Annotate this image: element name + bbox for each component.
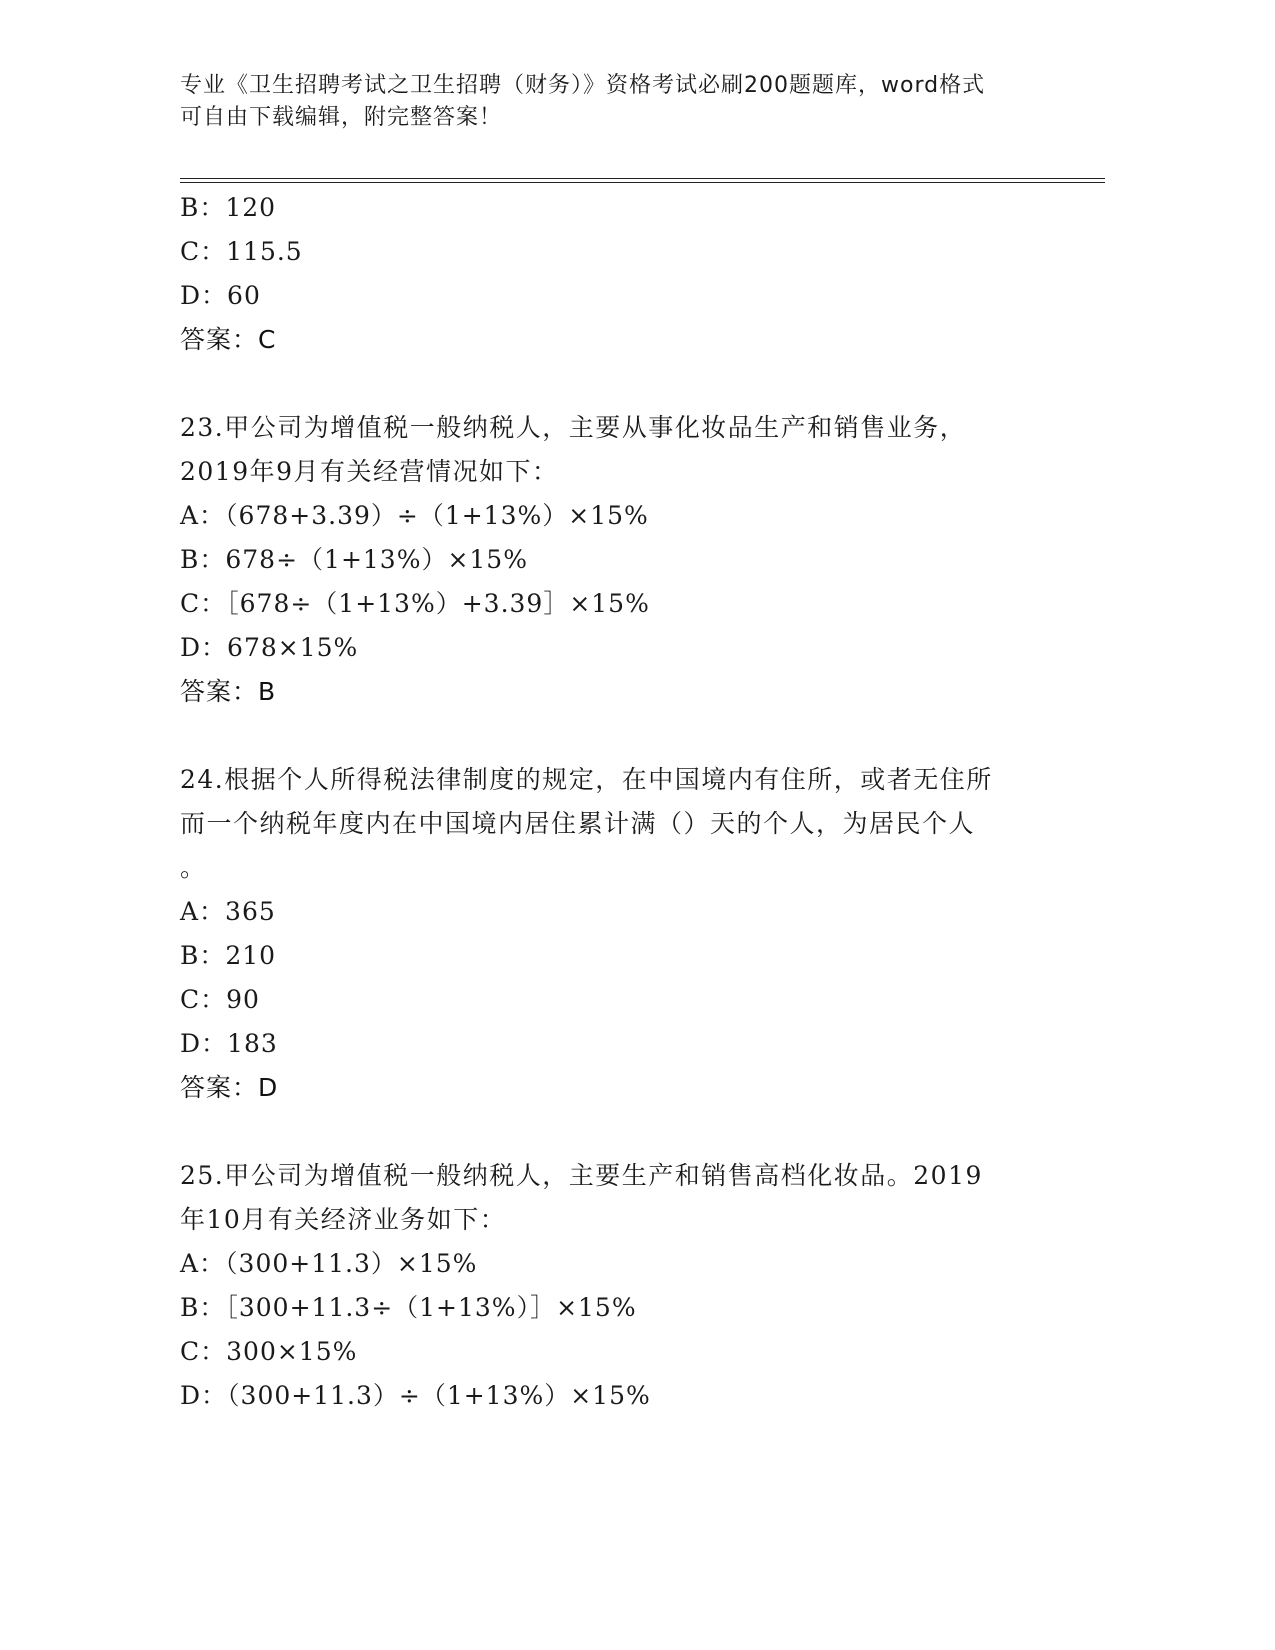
header-line-2: 可自由下载编辑，附完整答案！ (180, 105, 503, 130)
question-22-continuation (180, 186, 1060, 362)
answer-line: 答案：B (180, 677, 277, 706)
question-stem (180, 758, 1030, 890)
option-d: D：60 (180, 281, 261, 310)
header-divider-top (180, 178, 1105, 179)
option-c: C：300×15% (180, 1337, 358, 1366)
stem-line: 而一个纳税年度内在中国境内居住累计满（）天的个人，为居民个人 (180, 809, 976, 838)
option-a: A：（300+11.3）×15% (180, 1249, 478, 1278)
question-stem (180, 1154, 1030, 1242)
option-a: A：（678+3.39）÷（1+13%）×15% (180, 501, 649, 530)
option-b: B：678÷（1+13%）×15% (180, 545, 528, 574)
spacer (180, 362, 1060, 406)
option-b: B：120 (180, 193, 277, 222)
question-24 (180, 758, 1060, 1110)
header-line-1: 专业《卫生招聘考试之卫生招聘（财务）》资格考试必刷200题题库，word格式 (180, 73, 986, 98)
stem-line: 23.甲公司为增值税一般纳税人，主要从事化妆品生产和销售业务， (180, 413, 967, 442)
option-b: B：［300+11.3÷（1+13%）］×15% (180, 1293, 637, 1322)
answer-line: 答案：D (180, 1073, 279, 1102)
stem-line: 年10月有关经济业务如下： (180, 1205, 507, 1234)
option-c: C：［678÷（1+13%）+3.39］×15% (180, 589, 650, 618)
stem-line: 2019年9月有关经营情况如下： (180, 457, 559, 486)
answer-line: 答案：C (180, 325, 277, 354)
header-divider-bottom (180, 182, 1105, 183)
option-d: D：183 (180, 1029, 278, 1058)
spacer (180, 1110, 1060, 1154)
stem-line: 。 (180, 853, 207, 882)
question-25 (180, 1154, 1060, 1418)
option-c: C：90 (180, 985, 260, 1014)
option-d: D：678×15% (180, 633, 359, 662)
document-header (180, 70, 1060, 134)
option-b: B：210 (180, 941, 277, 970)
option-c: C：115.5 (180, 237, 303, 266)
option-d: D：（300+11.3）÷（1+13%）×15% (180, 1381, 651, 1410)
stem-line: 24.根据个人所得税法律制度的规定，在中国境内有住所，或者无住所 (180, 765, 993, 794)
question-stem (180, 406, 1030, 494)
document-body (180, 186, 1060, 1418)
question-23 (180, 406, 1060, 714)
spacer (180, 714, 1060, 758)
stem-line: 25.甲公司为增值税一般纳税人，主要生产和销售高档化妆品。2019 (180, 1161, 983, 1190)
option-a: A：365 (180, 897, 276, 926)
